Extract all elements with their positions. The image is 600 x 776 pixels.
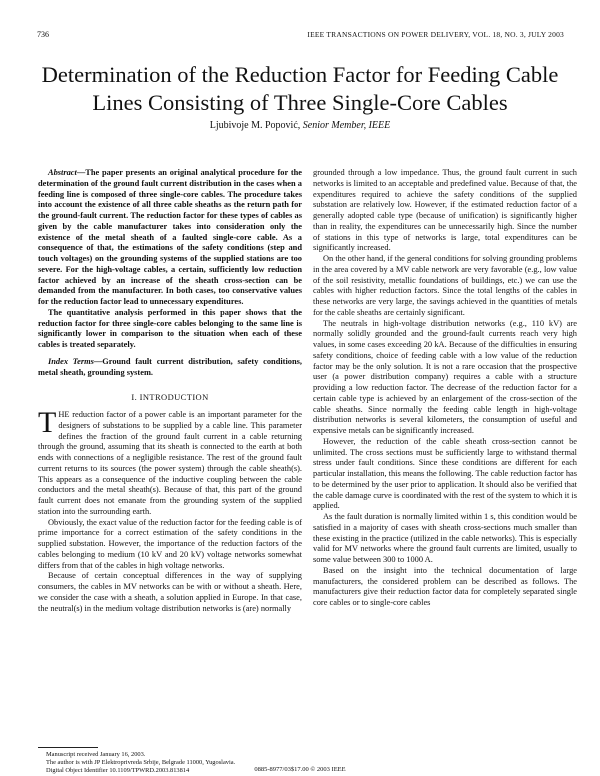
index-terms-lead: Index Terms xyxy=(48,356,94,366)
right-column xyxy=(313,168,577,609)
abstract-paragraph-1 xyxy=(38,168,302,308)
author-role: Senior Member, IEEE xyxy=(302,120,391,131)
right-paragraph-2: On the other hand, if the general conditions for solving grounding problems in the area covered by a MV cable network are very favorable (e.g., low value of the soil resistivity, metallic foundations of buildings, etc.) we can use the cables with higher reduction factors. Since the total lengths of the cables in these networks are very large, the savings achieved in the quantities of metals for the cable sheaths are certainly significant. xyxy=(313,254,577,317)
section-heading-introduction: I. INTRODUCTION xyxy=(131,392,209,403)
abstract xyxy=(38,168,302,351)
footnote-doi: Digital Object Identifier 10.1109/TPWRD.2003.813814 xyxy=(46,767,190,774)
paper-title: Determination of the Reduction Factor for Feeding Cable Lines Consisting of Three Single-Core Cables xyxy=(41,62,559,115)
right-paragraph-3: The neutrals in high-voltage distribution networks (e.g., 110 kV) are normally solidly grounded and the ground-fault currents reach very high values, in some cases exceeding 20 kA. Because of the difficulties in ensuring safety conditions, choice of feeding cable with a low value of the reduction factor may be the only solution. It is not a rare occasion that the prospective user (a power distribution company) requires a cable with a structure providing a low reduction factor. The decrease of the reduction factor for a certain cable type is achieved by an enlargement of the cross-section of the cable sheaths. Since normally the feeding cable length in high-voltage distribution networks is several kilometers, the consumption of useful and expensive metals can be significantly increased. xyxy=(313,318,577,435)
footnote-rule xyxy=(38,747,98,748)
intro-paragraph-2: Obviously, the exact value of the reduction factor for the feeding cable is of prime importance for a correct estimation of the safety conditions in the supplied substation. However, the importance of the reduction factors of the cables belonging to medium (10 kV and 20 kV) voltage networks somewhat differs from that of the cables in high voltage networks. xyxy=(38,517,302,570)
copyright-line: 0885-8977/03$17.00 © 2003 IEEE xyxy=(254,766,346,773)
abstract-paragraph-2: The quantitative analysis performed in this paper shows that the reduction factor for three single-core cables belonging to the same line is significantly lower in comparison to the situation when each of these cables is treated separately. xyxy=(38,307,302,349)
page-number: 736 xyxy=(37,30,49,39)
intro-paragraph-3: Because of certain conceptual differences in the way of supplying consumers, the cables in MV networks can be with or without a sheath. Here, we consider the case with a sheath, a solution applied in Europe. In that case, the neutral(s) in the medium voltage distribution networks is (are) normally xyxy=(38,571,302,613)
intro-paragraph-1 xyxy=(38,406,302,518)
right-paragraph-6: Based on the insight into the technical documentation of large manufacturers, the considered problem can be described as follows. The manufacturers give their reduction factor data for completely separated single core cables or to single-core cables xyxy=(313,565,577,607)
right-paragraph-1: grounded through a low impedance. Thus, the ground fault current in such networks is limited to an acceptable and predefined value. Because of that, the expenditures required to achieve the safety conditions of the supplied substation are relatively low. However, if the estimated reduction factor of a generally adopted cable type (because of unification) is significantly higher than in reality, the expenditures can be unnecessarily high. Since the number of stations in this type of networks is large, total expenditures can be significantly increased. xyxy=(313,168,577,253)
right-paragraph-4: However, the reduction of the cable sheath cross-section cannot be unlimited. The cross sections must be sufficiently large to withstand thermal stress under fault conditions. Since these conditions are different for each particular installation, this means the following. The cable reduction factor has to be determined by the user prior to application. It should also be verified that the cable damage curve is coordinated with the rest of the system to which it is applied. xyxy=(313,436,577,511)
abstract-text-1: —The paper presents an original analytical procedure for the determination of the ground fault current distribution in the cases when a feeding line is composed of three single-core cables. The procedure takes into account the existence of all three cable sheaths as the return path for the ground-fault current. The reduction factor for these types of cables as given by the cable manufacturer takes into consideration only the existence of the metal sheath of a faulted single-core cable. As a consequence of that, the estimations of the safety conditions (step and touch voltages) on the grounding systems of the supplied stations are too severe. For the high-voltage cables, a certain, sufficiently low reduction factor achieved by an increase of the sheath cross-section can be demanded from the manufacturer. In both cases, too conservative values for the reduction factor lead to unnecessary expenditures. xyxy=(38,168,302,306)
index-terms-text: —Ground fault current distribution, safety conditions, metal sheath, grounding system. xyxy=(38,356,302,377)
abstract-lead: Abstract xyxy=(48,168,77,177)
authors xyxy=(0,120,600,131)
index-terms xyxy=(38,357,302,379)
footnote-affiliation: The author is with JP Elektroprivreda Srbije, Belgrade 11000, Yugoslavia. xyxy=(46,759,236,766)
footnote-received: Manuscript received January 16, 2003. xyxy=(46,751,146,758)
author-name: Ljubivoje M. Popović, xyxy=(209,120,301,131)
right-paragraph-5: As the fault duration is normally limited within 1 s, this condition would be satisfied in a majority of cases with sheath cross-sections much smaller than these existing in the practice (utilized in the cable networks). This is especially valid for MV networks where the ground fault currents are limited, usually to some value between 300 to 1000 A. xyxy=(313,512,577,564)
journal-header: IEEE TRANSACTIONS ON POWER DELIVERY, VOL. 18, NO. 3, JULY 2003 xyxy=(307,30,564,39)
intro-text-1: HE reduction factor of a power cable is an important parameter for the designers of substations to be supplied by a cable line. This parameter defines the fraction of the ground fault current in a cable returning through the ground, assuming that its sheath is connected to the earth at both ends with connections of a negligible resistance. The rest of the ground fault current returns to its sources (the power system) through the cable sheath(s). This appears as a consequence of the inductive coupling between the cable conductors and the metal sheath(s). Because of that, this part of the ground fault current does not emanate from the grounding system of the supplied station into the surrounding earth. xyxy=(38,410,302,516)
drop-cap: T xyxy=(38,406,57,439)
left-column xyxy=(38,168,302,614)
